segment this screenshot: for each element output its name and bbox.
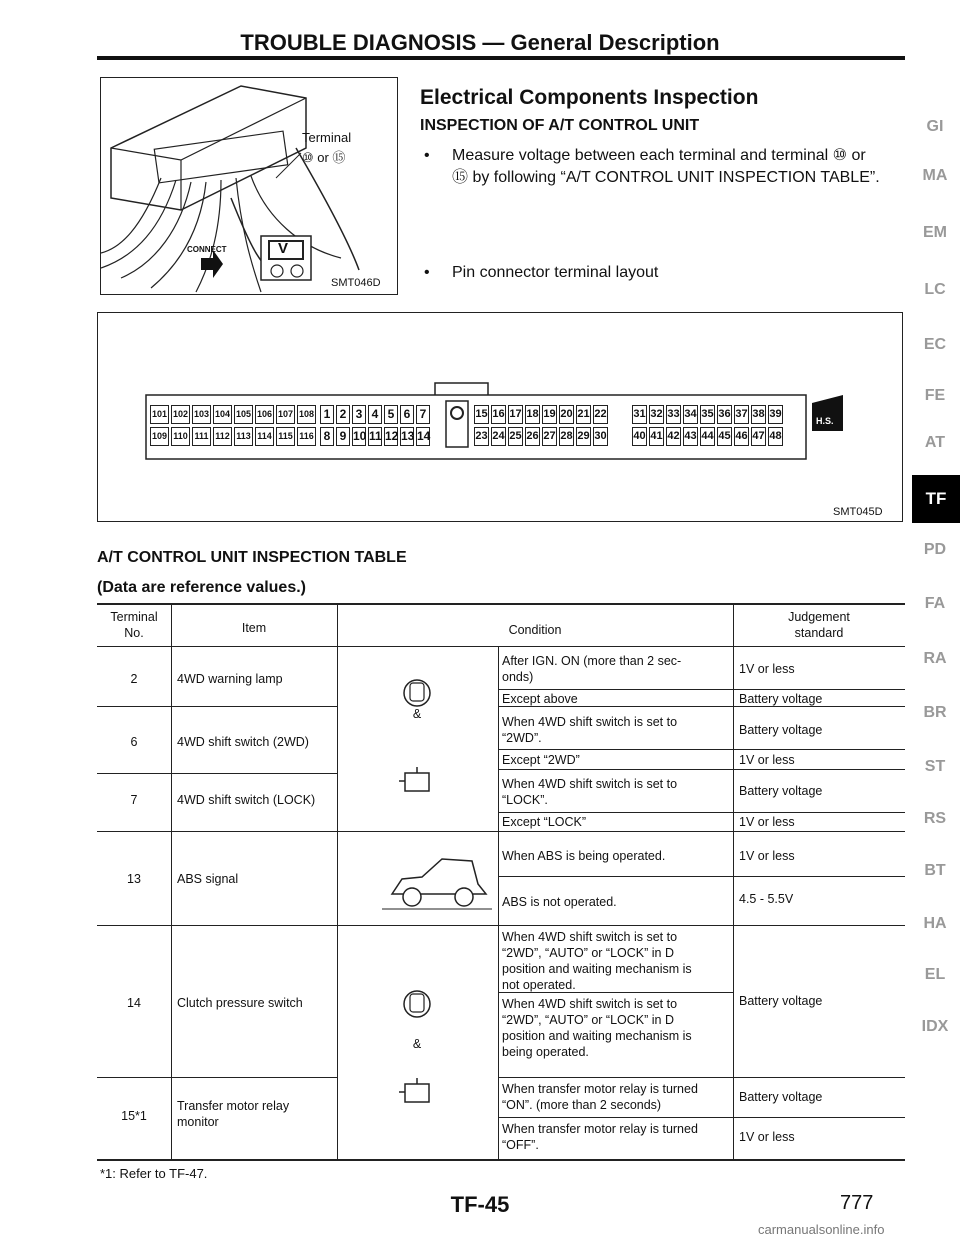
cell-condition-line: “2WD”.: [502, 731, 542, 745]
header-item: Item: [241, 621, 267, 635]
cell-condition: [502, 1121, 698, 1153]
cell-condition: [502, 653, 681, 685]
section-tab[interactable]: RA: [923, 650, 947, 667]
pin-terminal: 47: [751, 427, 766, 446]
hs-label: H.S.: [816, 416, 834, 426]
cell-condition-line: onds): [502, 670, 534, 684]
section-tab[interactable]: EL: [924, 966, 946, 983]
cell-condition-line: “ON”. (more than 2 seconds): [502, 1098, 662, 1112]
table-subtitle: (Data are reference values.): [97, 579, 306, 596]
cell-terminal: 13: [127, 872, 141, 886]
pin-terminal: 31: [632, 405, 647, 424]
pin-terminal: 110: [171, 427, 190, 446]
terminal-numbers: ⑩ or ⑮: [302, 150, 346, 165]
pin-terminal: 30: [593, 427, 608, 446]
pin-terminal: 41: [649, 427, 664, 446]
pin-terminal: 36: [717, 405, 732, 424]
pin-terminal: 25: [508, 427, 523, 446]
table-rule: [97, 706, 337, 707]
section-tab[interactable]: FE: [924, 387, 946, 404]
header-judgement-line1: Judgement: [788, 610, 850, 624]
pin-terminal: 37: [734, 405, 749, 424]
pin-terminal: 10: [352, 427, 366, 446]
table-rule: [97, 925, 905, 926]
table-vline: [171, 603, 172, 1159]
pin-terminal: 105: [234, 405, 253, 424]
cell-judgement: Battery voltage: [739, 784, 823, 798]
pin-terminal: 3: [352, 405, 366, 424]
pin-terminal: 18: [525, 405, 540, 424]
connector-outline: [98, 313, 902, 521]
cell-condition: [502, 776, 677, 808]
figure-code: SMT046D: [331, 277, 381, 289]
cell-item: Clutch pressure switch: [177, 996, 303, 1010]
footnote: *1: Refer to TF-47.: [100, 1166, 208, 1181]
ignition-on-engine-running-icon: [397, 663, 437, 818]
pin-terminal: 9: [336, 427, 350, 446]
vehicle-driving-icon: [382, 839, 492, 915]
pin-terminal: 108: [297, 405, 316, 424]
page-id: TF-45: [450, 1192, 510, 1217]
terminal-label: Terminal: [302, 130, 352, 145]
section-tab[interactable]: RS: [923, 810, 947, 827]
page-title: TROUBLE DIAGNOSIS — General Description: [240, 30, 720, 55]
figure-control-unit: [100, 77, 398, 295]
pin-terminal: 33: [666, 405, 681, 424]
cell-item: ABS signal: [177, 872, 239, 886]
table-rule: [498, 1117, 905, 1118]
pin-terminal: 46: [734, 427, 749, 446]
table-rule: [97, 1159, 905, 1161]
cell-condition: [502, 714, 677, 746]
section-tab[interactable]: EC: [923, 336, 947, 353]
pin-terminal: 20: [559, 405, 574, 424]
pin-terminal: 29: [576, 427, 591, 446]
pin-terminal: 14: [416, 427, 430, 446]
cell-condition: [502, 996, 692, 1060]
table-rule: [498, 1077, 905, 1078]
bullet-text: Pin connector terminal layout: [452, 264, 659, 281]
table-rule: [97, 831, 905, 832]
pin-terminal: 16: [491, 405, 506, 424]
table-vline: [337, 603, 338, 1159]
cell-condition: Except above: [502, 692, 578, 706]
cell-condition-line: “OFF”.: [502, 1138, 539, 1152]
pin-terminal: 109: [150, 427, 169, 446]
pin-terminal: 45: [717, 427, 732, 446]
pin-terminal: 116: [297, 427, 316, 446]
table-rule: [97, 646, 905, 647]
cell-condition-line: “2WD”, “AUTO” or “LOCK” in D: [502, 946, 674, 960]
cell-judgement: 4.5 - 5.5V: [739, 892, 794, 906]
cell-judgement: Battery voltage: [739, 723, 823, 737]
cell-judgement: Battery voltage: [739, 1090, 823, 1104]
cell-condition-line: When 4WD shift switch is set to: [502, 930, 678, 944]
header-terminal-line2: No.: [124, 626, 144, 640]
section-tab[interactable]: BR: [923, 704, 947, 721]
cell-judgement: Battery voltage: [739, 994, 823, 1008]
figure-pin-layout: [97, 312, 903, 522]
cell-judgement: 1V or less: [739, 662, 795, 676]
pin-terminal: 11: [368, 427, 382, 446]
cell-condition-line: When 4WD shift switch is set to: [502, 715, 678, 729]
cell-item: [177, 1098, 289, 1130]
inspection-table: [97, 603, 905, 1163]
pin-terminal: 35: [700, 405, 715, 424]
cell-condition-line: “2WD”, “AUTO” or “LOCK” in D: [502, 1013, 674, 1027]
pin-terminal: 22: [593, 405, 608, 424]
cell-condition: When ABS is being operated.: [502, 849, 666, 863]
pin-terminal: 21: [576, 405, 591, 424]
cell-item-line: monitor: [177, 1115, 219, 1129]
cell-item: 4WD shift switch (LOCK): [177, 793, 316, 807]
pin-terminal: 13: [400, 427, 414, 446]
table-rule: [498, 876, 905, 877]
pin-terminal: 15: [474, 405, 489, 424]
table-rule: [498, 812, 905, 813]
cell-condition-line: When 4WD shift switch is set to: [502, 777, 678, 791]
cell-terminal: 7: [130, 793, 138, 807]
header-condition: Condition: [508, 623, 562, 637]
section-tab[interactable]: ST: [924, 758, 946, 775]
section-tab[interactable]: AT: [924, 434, 946, 451]
bullet-dot: •: [424, 147, 430, 164]
pin-terminal: 19: [542, 405, 557, 424]
section-title: Electrical Components Inspection: [420, 86, 759, 109]
pin-terminal: 5: [384, 405, 398, 424]
table-vline: [733, 603, 734, 1159]
pin-terminal: 103: [192, 405, 211, 424]
cell-judgement: 1V or less: [739, 849, 795, 863]
pin-terminal: 104: [213, 405, 232, 424]
table-rule: [97, 603, 905, 605]
pin-terminal: 106: [255, 405, 274, 424]
pin-terminal: 114: [255, 427, 274, 446]
table-rule: [97, 773, 337, 774]
pin-terminal: 115: [276, 427, 295, 446]
table-title: A/T CONTROL UNIT INSPECTION TABLE: [97, 549, 407, 566]
cell-condition-line: When transfer motor relay is turned: [502, 1082, 698, 1096]
cell-condition-line: position and waiting mechanism is: [502, 962, 692, 976]
bullet-text-line2: ⑮ by following “A/T CONTROL UNIT INSPECTION TABLE”.: [452, 169, 880, 186]
table-rule: [97, 1077, 337, 1078]
pin-terminal: 26: [525, 427, 540, 446]
pin-terminal: 27: [542, 427, 557, 446]
pin-terminal: 111: [192, 427, 211, 446]
pin-terminal: 12: [384, 427, 398, 446]
pin-terminal: 113: [234, 427, 253, 446]
cell-condition: [502, 1081, 698, 1113]
section-tab[interactable]: IDX: [921, 1018, 949, 1035]
bullet-dot: •: [424, 264, 430, 281]
cell-condition-line: position and waiting mechanism is: [502, 1029, 692, 1043]
header-rule: [97, 56, 905, 60]
table-rule: [498, 769, 905, 770]
cell-item-line: Transfer motor relay: [177, 1099, 290, 1113]
cell-condition-line: “LOCK”.: [502, 793, 548, 807]
cell-terminal: 6: [130, 735, 138, 749]
section-tab[interactable]: LC: [924, 281, 946, 298]
cell-condition: Except “2WD”: [502, 753, 580, 767]
cell-condition-line: After IGN. ON (more than 2 sec-: [502, 654, 682, 668]
pin-terminal: 23: [474, 427, 489, 446]
cell-condition: Except “LOCK”: [502, 815, 587, 829]
section-tab[interactable]: FA: [924, 595, 946, 612]
header-judgement: [733, 609, 905, 641]
cell-judgement: 1V or less: [739, 753, 795, 767]
table-rule: [498, 749, 905, 750]
cell-condition-line: When transfer motor relay is turned: [502, 1122, 698, 1136]
cell-judgement: 1V or less: [739, 815, 795, 829]
cell-judgement: 1V or less: [739, 1130, 795, 1144]
section-subtitle: INSPECTION OF A/T CONTROL UNIT: [420, 117, 700, 134]
pin-terminal: 107: [276, 405, 295, 424]
pin-terminal: 28: [559, 427, 574, 446]
pin-terminal: 39: [768, 405, 783, 424]
cell-terminal: 15*1: [121, 1109, 147, 1123]
cell-item: 4WD shift switch (2WD): [177, 735, 309, 749]
section-tab[interactable]: MA: [922, 167, 948, 184]
pin-terminal: 6: [400, 405, 414, 424]
section-tab[interactable]: EM: [923, 224, 947, 241]
cell-condition-line: When 4WD shift switch is set to: [502, 997, 678, 1011]
pin-terminal: 42: [666, 427, 681, 446]
cell-condition-line: being operated.: [502, 1045, 589, 1059]
pin-terminal: 7: [416, 405, 430, 424]
pin-terminal: 32: [649, 405, 664, 424]
header-judgement-line2: standard: [794, 626, 844, 640]
cell-terminal: 14: [127, 996, 141, 1010]
pin-terminal: 24: [491, 427, 506, 446]
pin-terminal: 112: [213, 427, 232, 446]
pin-terminal: 44: [700, 427, 715, 446]
header-terminal-line1: Terminal: [110, 610, 158, 624]
section-tab-active[interactable]: TF: [912, 475, 960, 523]
section-tab[interactable]: HA: [923, 915, 947, 932]
section-tab[interactable]: PD: [923, 541, 947, 558]
ignition-on-engine-running-icon: [397, 979, 437, 1129]
pin-terminal: 101: [150, 405, 169, 424]
header-terminal: [97, 609, 171, 641]
section-tab[interactable]: GI: [926, 118, 944, 135]
cell-terminal: 2: [130, 672, 138, 686]
cell-judgement: Battery voltage: [739, 692, 823, 706]
bullet-measure: [424, 145, 904, 191]
pin-terminal: 40: [632, 427, 647, 446]
pin-terminal: 48: [768, 427, 783, 446]
bullet-text-line1: Measure voltage between each terminal and terminal ⑩ or: [452, 147, 866, 164]
pin-terminal: 17: [508, 405, 523, 424]
cell-condition: ABS is not operated.: [502, 895, 617, 909]
section-tab[interactable]: BT: [924, 862, 946, 879]
cell-condition-line: not operated.: [502, 978, 576, 992]
cell-item: 4WD warning lamp: [177, 672, 283, 686]
watermark: carmanualsonline.info: [758, 1222, 885, 1237]
pin-terminal: 2: [336, 405, 350, 424]
table-rule: [498, 689, 905, 690]
page-number: 777: [840, 1192, 874, 1214]
cell-condition: [502, 929, 692, 993]
pin-terminal: 43: [683, 427, 698, 446]
pin-terminal: 8: [320, 427, 334, 446]
bullet-pin-layout: [424, 262, 904, 284]
pin-terminal: 38: [751, 405, 766, 424]
control-unit-drawing: [101, 78, 397, 294]
table-vline: [498, 647, 499, 1159]
ampersand: &: [412, 707, 422, 721]
pin-terminal: 1: [320, 405, 334, 424]
pin-terminal: 4: [368, 405, 382, 424]
ampersand: &: [412, 1037, 422, 1051]
figure-code: SMT045D: [833, 506, 883, 518]
meter-symbol: V: [278, 240, 289, 257]
pin-terminal: 34: [683, 405, 698, 424]
connect-label: CONNECT: [187, 245, 227, 254]
pin-terminal: 102: [171, 405, 190, 424]
